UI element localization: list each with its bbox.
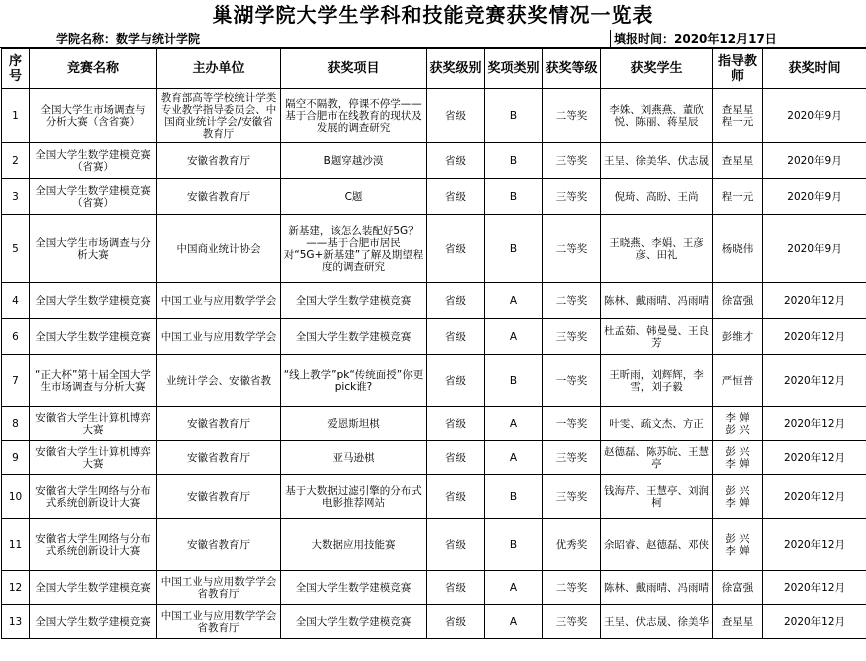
cell-project: B题穿越沙漠 <box>281 143 427 179</box>
cell-grade: 二等奖 <box>543 89 601 143</box>
cell-grade: 三等奖 <box>543 605 601 639</box>
cell-project: 全国大学生数学建模竞赛 <box>281 283 427 319</box>
table-row <box>2 475 866 519</box>
cell-students: 王昕雨，刘辉辉，李雪，刘子毅 <box>601 355 713 407</box>
cell-organizer: 安徽省教育厅 <box>157 441 281 475</box>
cell-level: 省级 <box>427 143 485 179</box>
cell-students: 赵德磊、陈苏皖、王慧亭 <box>601 441 713 475</box>
table-row <box>2 571 866 605</box>
header-name: 竞赛名称 <box>30 49 157 89</box>
cell-teacher: 程一元 <box>713 179 763 215</box>
table-row <box>2 407 866 441</box>
cell-level: 省级 <box>427 571 485 605</box>
cell-project: 基于大数据过滤引擎的分布式电影推荐网站 <box>281 475 427 519</box>
cell-students: 杜孟茹、韩曼曼、王良芳 <box>601 319 713 355</box>
cell-project: 全国大学生数学建模竞赛 <box>281 571 427 605</box>
cell-organizer: 安徽省教育厅 <box>157 407 281 441</box>
cell-grade: 二等奖 <box>543 571 601 605</box>
table-row <box>2 319 866 355</box>
cell-category: B <box>485 215 543 283</box>
cell-project: 全国大学生数学建模竞赛 <box>281 319 427 355</box>
cell-time: 2020年9月 <box>763 215 866 283</box>
cell-num: 9 <box>2 441 30 475</box>
cell-num: 11 <box>2 519 30 571</box>
cell-time: 2020年9月 <box>763 179 866 215</box>
cell-teacher: 李 婵 彭 兴 <box>713 407 763 441</box>
cell-organizer: 教育部高等学校统计学类专业教学指导委员会、中国商业统计学会/安徽省教育厅 <box>157 89 281 143</box>
info-bar-divider <box>610 30 611 48</box>
cell-level: 省级 <box>427 283 485 319</box>
cell-num: 8 <box>2 407 30 441</box>
cell-grade: 优秀奖 <box>543 519 601 571</box>
cell-time: 2020年9月 <box>763 143 866 179</box>
cell-organizer: 安徽省教育厅 <box>157 143 281 179</box>
cell-name: 全国大学生数学建模竞赛 <box>30 319 157 355</box>
cell-category: A <box>485 441 543 475</box>
cell-time: 2020年12月 <box>763 519 866 571</box>
cell-level: 省级 <box>427 89 485 143</box>
cell-grade: 三等奖 <box>543 319 601 355</box>
cell-grade: 三等奖 <box>543 179 601 215</box>
cell-name: 安徽省大学生网络与分布式系统创新设计大赛 <box>30 519 157 571</box>
cell-level: 省级 <box>427 441 485 475</box>
college-name: 学院名称：数学与统计学院 <box>56 32 201 46</box>
cell-name: 全国大学生数学建模竞赛 <box>30 571 157 605</box>
cell-level: 省级 <box>427 179 485 215</box>
cell-teacher: 徐富强 <box>713 283 763 319</box>
table-row <box>2 179 866 215</box>
table-row <box>2 143 866 179</box>
cell-grade: 二等奖 <box>543 283 601 319</box>
cell-level: 省级 <box>427 355 485 407</box>
cell-teacher: 彭 兴 李 婵 <box>713 475 763 519</box>
cell-time: 2020年12月 <box>763 319 866 355</box>
cell-students: 李姝、刘燕燕、董欣悦、陈丽、蒋星辰 <box>601 89 713 143</box>
cell-category: A <box>485 407 543 441</box>
header-num: 序号 <box>2 49 30 89</box>
cell-organizer: 业统计学会、安徽省教 <box>157 355 281 407</box>
cell-teacher: 严恒普 <box>713 355 763 407</box>
header-time: 获奖时间 <box>763 49 866 89</box>
cell-time: 2020年9月 <box>763 89 866 143</box>
header-students: 获奖学生 <box>601 49 713 89</box>
header-category: 奖项类别 <box>485 49 543 89</box>
cell-students: 钱海芹、王慧亭、刘润柯 <box>601 475 713 519</box>
cell-project: 亚马逊棋 <box>281 441 427 475</box>
cell-grade: 三等奖 <box>543 143 601 179</box>
cell-project: 隔空不隔教，停课不停学——基于合肥市在线教育的现状及发展的调查研究 <box>281 89 427 143</box>
cell-students: 陈林、戴雨晴、冯雨晴 <box>601 571 713 605</box>
header-level: 获奖级别 <box>427 49 485 89</box>
cell-organizer: 中国工业与应用数学学会 <box>157 283 281 319</box>
awards-table <box>1 48 866 639</box>
cell-category: B <box>485 89 543 143</box>
cell-teacher: 彭 兴 李 婵 <box>713 519 763 571</box>
cell-level: 省级 <box>427 215 485 283</box>
cell-time: 2020年12月 <box>763 407 866 441</box>
cell-category: B <box>485 143 543 179</box>
cell-organizer: 安徽省教育厅 <box>157 519 281 571</box>
cell-num: 1 <box>2 89 30 143</box>
cell-name: 安徽省大学生计算机博弈大赛 <box>30 407 157 441</box>
cell-teacher: 彭 兴 李 婵 <box>713 441 763 475</box>
cell-students: 王呈、伏志晟、徐美华 <box>601 605 713 639</box>
table-row <box>2 605 866 639</box>
cell-name: 全国大学生数学建模竞赛（省赛） <box>30 179 157 215</box>
cell-students: 陈林、戴雨晴、冯雨晴 <box>601 283 713 319</box>
cell-project: C题 <box>281 179 427 215</box>
cell-name: 全国大学生数学建模竞赛 <box>30 283 157 319</box>
table-row <box>2 519 866 571</box>
table-row <box>2 441 866 475</box>
cell-organizer: 安徽省教育厅 <box>157 475 281 519</box>
table-row <box>2 283 866 319</box>
cell-students: 倪琦、高盼、王尚 <box>601 179 713 215</box>
cell-time: 2020年12月 <box>763 605 866 639</box>
cell-grade: 三等奖 <box>543 441 601 475</box>
cell-num: 7 <box>2 355 30 407</box>
cell-time: 2020年12月 <box>763 475 866 519</box>
header-row <box>2 49 866 89</box>
cell-project: 大数据应用技能赛 <box>281 519 427 571</box>
cell-teacher: 查星星 <box>713 143 763 179</box>
cell-students: 余昭睿、赵德磊、邓侠 <box>601 519 713 571</box>
cell-num: 2 <box>2 143 30 179</box>
cell-name: 全国大学生数学建模竞赛 <box>30 605 157 639</box>
cell-category: B <box>485 519 543 571</box>
cell-level: 省级 <box>427 319 485 355</box>
cell-teacher: 徐富强 <box>713 571 763 605</box>
cell-grade: 一等奖 <box>543 407 601 441</box>
cell-time: 2020年12月 <box>763 355 866 407</box>
cell-organizer: 中国工业与应用数学学会 <box>157 319 281 355</box>
cell-grade: 三等奖 <box>543 475 601 519</box>
cell-project: 爱恩斯坦棋 <box>281 407 427 441</box>
cell-organizer: 中国商业统计协会 <box>157 215 281 283</box>
cell-num: 10 <box>2 475 30 519</box>
cell-students: 叶雯、疏文杰、方正 <box>601 407 713 441</box>
table-row <box>2 355 866 407</box>
page-title: 巢湖学院大学生学科和技能竞赛获奖情况一览表 <box>212 3 654 27</box>
info-bar <box>0 30 866 48</box>
fill-date: 填报时间：2020年12月17日 <box>614 32 777 46</box>
cell-time: 2020年12月 <box>763 283 866 319</box>
header-grade: 获奖等级 <box>543 49 601 89</box>
cell-name: 全国大学生市场调查与 分析大赛（含省赛） <box>30 89 157 143</box>
cell-level: 省级 <box>427 519 485 571</box>
cell-students: 王呈、徐美华、伏志晟 <box>601 143 713 179</box>
cell-time: 2020年12月 <box>763 441 866 475</box>
cell-name: 安徽省大学生网络与分布式系统创新设计大赛 <box>30 475 157 519</box>
cell-students: 王晓燕、李娟、王彦彦、田礼 <box>601 215 713 283</box>
cell-grade: 二等奖 <box>543 215 601 283</box>
cell-num: 6 <box>2 319 30 355</box>
header-organizer: 主办单位 <box>157 49 281 89</box>
cell-organizer: 中国工业与应用数学学会省教育厅 <box>157 571 281 605</box>
cell-num: 5 <box>2 215 30 283</box>
cell-name: 全国大学生数学建模竞赛（省赛） <box>30 143 157 179</box>
table-row <box>2 215 866 283</box>
cell-num: 13 <box>2 605 30 639</box>
header-teacher: 指导教师 <box>713 49 763 89</box>
cell-category: B <box>485 475 543 519</box>
cell-teacher: 彭维才 <box>713 319 763 355</box>
cell-teacher: 查星星 程一元 <box>713 89 763 143</box>
cell-level: 省级 <box>427 475 485 519</box>
cell-num: 3 <box>2 179 30 215</box>
header-project: 获奖项目 <box>281 49 427 89</box>
cell-teacher: 杨晓伟 <box>713 215 763 283</box>
cell-category: B <box>485 179 543 215</box>
cell-organizer: 安徽省教育厅 <box>157 179 281 215</box>
cell-teacher: 查星星 <box>713 605 763 639</box>
cell-name: 安徽省大学生计算机博弈大赛 <box>30 441 157 475</box>
cell-time: 2020年12月 <box>763 571 866 605</box>
cell-project: “线上教学”pk“传统面授”你更pick谁? <box>281 355 427 407</box>
cell-organizer: 中国工业与应用数学学会省教育厅 <box>157 605 281 639</box>
cell-name: 全国大学生市场调查与分析大赛 <box>30 215 157 283</box>
cell-level: 省级 <box>427 407 485 441</box>
cell-category: B <box>485 355 543 407</box>
cell-project: 全国大学生数学建模竞赛 <box>281 605 427 639</box>
cell-grade: 一等奖 <box>543 355 601 407</box>
cell-category: A <box>485 571 543 605</box>
cell-name: “正大杯”第十届全国大学生市场调查与分析大赛 <box>30 355 157 407</box>
cell-num: 12 <box>2 571 30 605</box>
cell-level: 省级 <box>427 605 485 639</box>
cell-num: 4 <box>2 283 30 319</box>
cell-category: A <box>485 605 543 639</box>
table-row <box>2 89 866 143</box>
cell-project: 新基建，该怎么装配好5G？——基于合肥市居民对“5G+新基建”了解及期望程度的调查研究 <box>281 215 427 283</box>
cell-category: A <box>485 319 543 355</box>
cell-category: A <box>485 283 543 319</box>
